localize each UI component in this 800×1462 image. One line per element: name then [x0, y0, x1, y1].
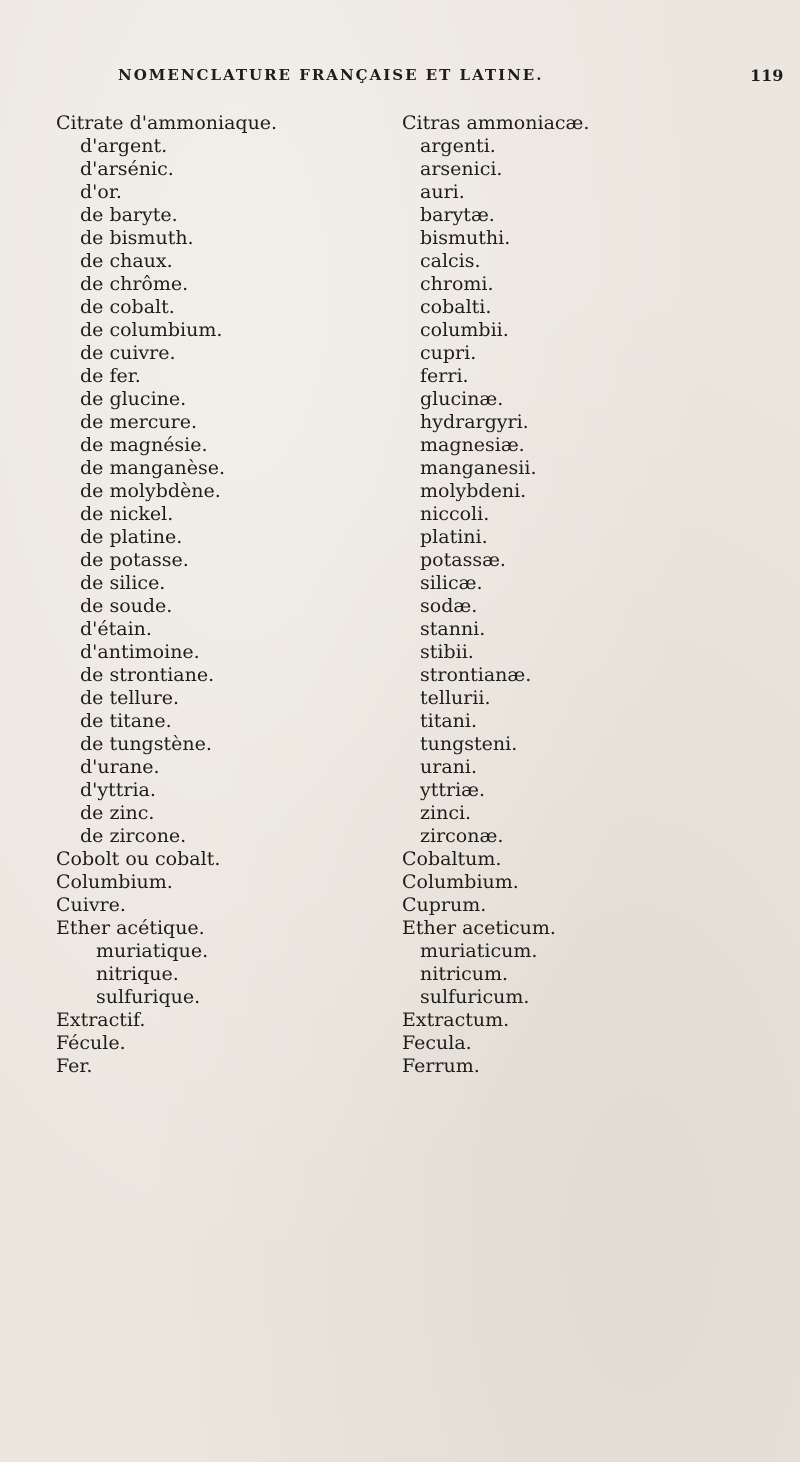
french-term: nitrique.: [96, 963, 179, 985]
latin-term: chromi.: [420, 273, 494, 295]
latin-term: molybdeni.: [420, 480, 527, 502]
french-term: de titane.: [80, 710, 172, 732]
latin-term: cupri.: [420, 342, 477, 364]
latin-term: glucinæ.: [420, 388, 504, 410]
latin-term: Cuprum.: [402, 894, 487, 916]
latin-term: platini.: [420, 526, 488, 548]
french-column: [56, 112, 346, 1078]
latin-term: potassæ.: [420, 549, 506, 571]
french-term: de soude.: [80, 595, 173, 617]
latin-term: titani.: [420, 710, 478, 732]
french-term: de chaux.: [80, 250, 173, 272]
latin-term: stibii.: [420, 641, 474, 663]
french-term: de glucine.: [80, 388, 187, 410]
latin-term: yttriæ.: [420, 779, 486, 801]
latin-term: bismuthi.: [420, 227, 511, 249]
french-term: Fécule.: [56, 1032, 126, 1054]
latin-term: columbii.: [420, 319, 509, 341]
latin-term: urani.: [420, 756, 477, 778]
latin-term: hydrargyri.: [420, 411, 529, 433]
french-term: de bismuth.: [80, 227, 194, 249]
latin-term: magnesiæ.: [420, 434, 525, 456]
french-term: de strontiane.: [80, 664, 215, 686]
french-term: de columbium.: [80, 319, 223, 341]
french-term: Fer.: [56, 1055, 93, 1077]
latin-term: silicæ.: [420, 572, 483, 594]
french-term: Cuivre.: [56, 894, 126, 916]
french-term: de nickel.: [80, 503, 174, 525]
latin-term: strontianæ.: [420, 664, 532, 686]
latin-term: auri.: [420, 181, 465, 203]
french-term: d'étain.: [80, 618, 152, 640]
latin-term: Ether aceticum.: [402, 917, 556, 939]
french-term: de potasse.: [80, 549, 189, 571]
latin-term: Columbium.: [402, 871, 519, 893]
latin-term: barytæ.: [420, 204, 495, 226]
french-term: d'urane.: [80, 756, 160, 778]
latin-term: sulfuricum.: [420, 986, 530, 1008]
latin-term: ferri.: [420, 365, 469, 387]
french-term: de zinc.: [80, 802, 155, 824]
latin-term: Ferrum.: [402, 1055, 480, 1077]
latin-term: nitricum.: [420, 963, 509, 985]
french-term: de zircone.: [80, 825, 187, 847]
latin-term: tungsteni.: [420, 733, 518, 755]
latin-column: [402, 112, 722, 1078]
latin-term: cobalti.: [420, 296, 492, 318]
french-term: de chrôme.: [80, 273, 189, 295]
latin-term: argenti.: [420, 135, 496, 157]
latin-term: zinci.: [420, 802, 472, 824]
latin-term: calcis.: [420, 250, 481, 272]
french-term: Citrate d'ammoniaque.: [56, 112, 278, 134]
french-term: de tellure.: [80, 687, 180, 709]
latin-term: tellurii.: [420, 687, 491, 709]
french-term: de cobalt.: [80, 296, 175, 318]
french-term: Columbium.: [56, 871, 173, 893]
french-term: de mercure.: [80, 411, 198, 433]
latin-term: muriaticum.: [420, 940, 538, 962]
french-term: d'antimoine.: [80, 641, 200, 663]
latin-term: manganesii.: [420, 457, 537, 479]
french-term: sulfurique.: [96, 986, 201, 1008]
french-term: de magnésie.: [80, 434, 208, 456]
latin-term: Citras ammoniacæ.: [402, 112, 590, 134]
latin-term: Fecula.: [402, 1032, 472, 1054]
page-number: 119: [750, 66, 784, 85]
latin-term: arsenici.: [420, 158, 503, 180]
french-term: de cuivre.: [80, 342, 176, 364]
french-term: d'or.: [80, 181, 122, 203]
french-term: d'arsénic.: [80, 158, 174, 180]
running-header: NOMENCLATURE FRANÇAISE ET LATINE.: [118, 66, 544, 84]
french-term: de fer.: [80, 365, 141, 387]
french-term: Cobolt ou cobalt.: [56, 848, 221, 870]
french-term: d'argent.: [80, 135, 168, 157]
french-term: de baryte.: [80, 204, 178, 226]
latin-term: Cobaltum.: [402, 848, 502, 870]
french-term: de molybdène.: [80, 480, 221, 502]
french-term: de silice.: [80, 572, 166, 594]
french-term: de platine.: [80, 526, 183, 548]
french-term: Extractif.: [56, 1009, 146, 1031]
french-term: Ether acétique.: [56, 917, 205, 939]
french-term: muriatique.: [96, 940, 209, 962]
french-term: d'yttria.: [80, 779, 156, 801]
latin-term: niccoli.: [420, 503, 490, 525]
french-term: de tungstène.: [80, 733, 212, 755]
latin-term: Extractum.: [402, 1009, 510, 1031]
latin-term: stanni.: [420, 618, 486, 640]
latin-term: sodæ.: [420, 595, 478, 617]
french-term: de manganèse.: [80, 457, 226, 479]
latin-term: zirconæ.: [420, 825, 504, 847]
